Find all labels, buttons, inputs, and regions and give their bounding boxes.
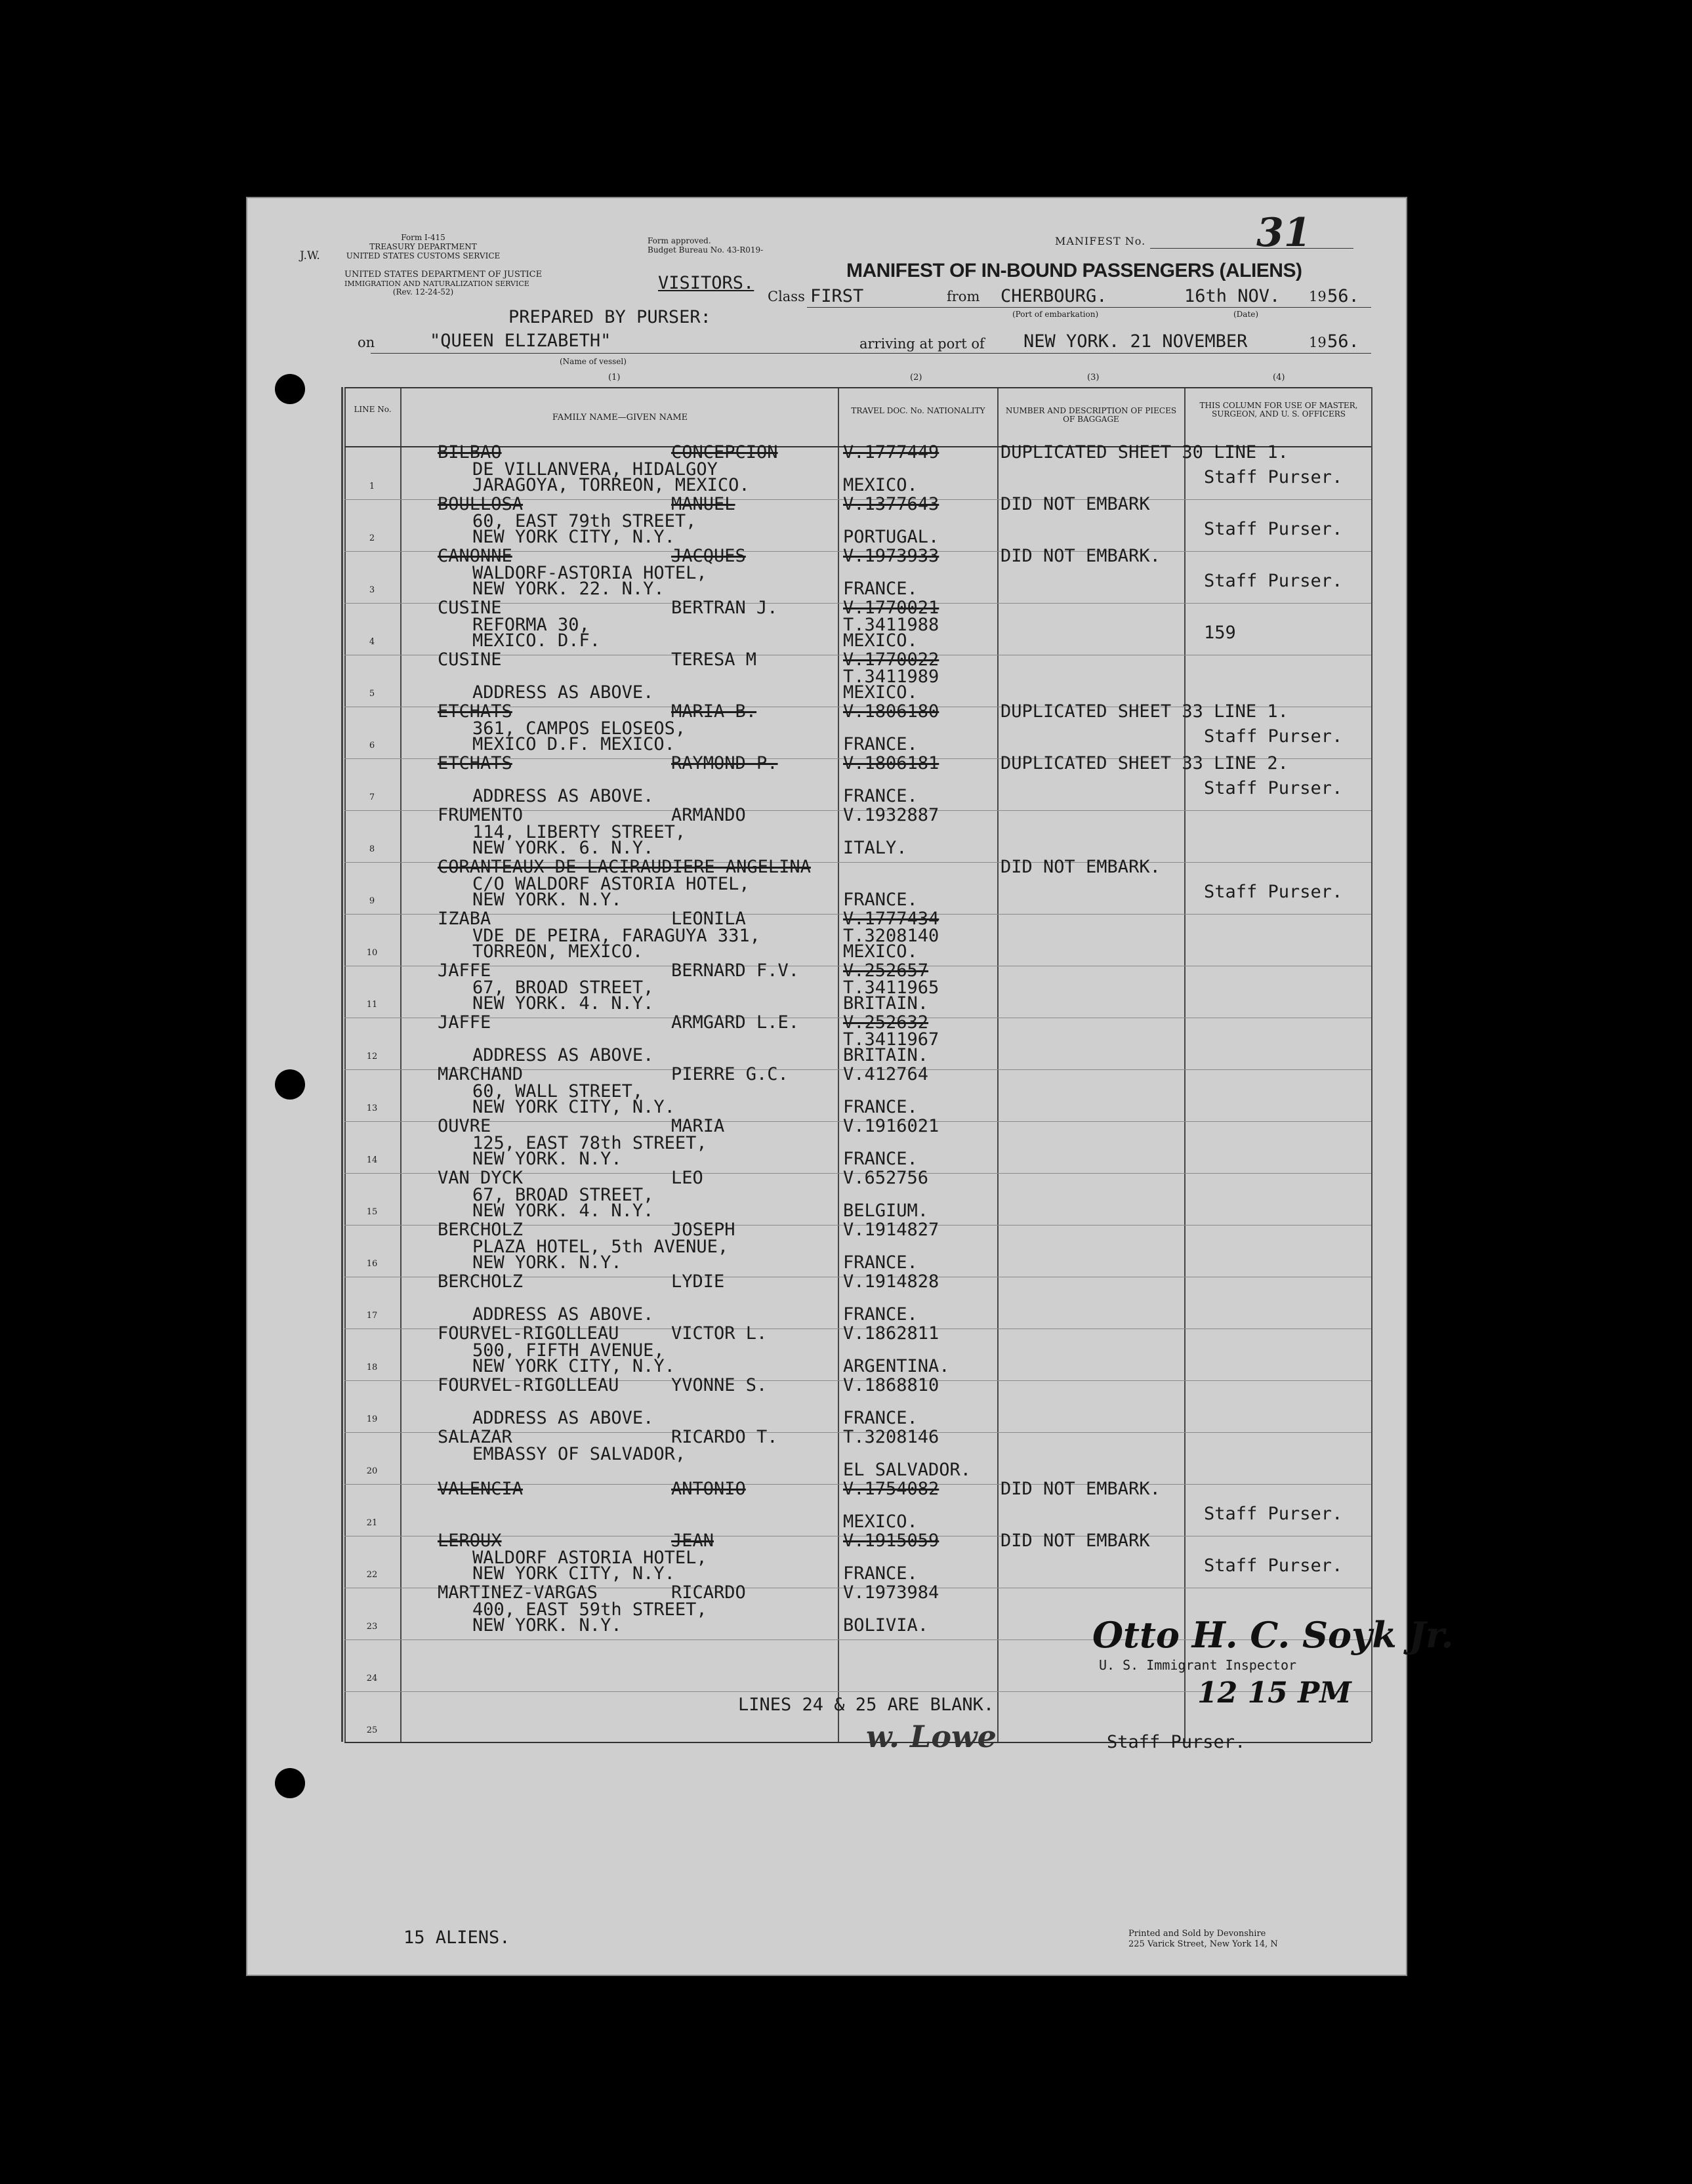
line-number: 23 <box>366 1622 378 1632</box>
header-officers: THIS COLUMN FOR USE OF MASTER, SURGEON, AND U. S. OFFICERS <box>1199 401 1358 419</box>
address-line-2: ADDRESS AS ABOVE. <box>472 1045 654 1065</box>
officer-note: Staff Purser. <box>1204 571 1343 591</box>
visitors-label: VISITORS. <box>658 273 754 293</box>
travel-doc-no-2: T.3411989 <box>843 667 939 687</box>
nationality: FRANCE. <box>843 734 918 754</box>
baggage-note: DUPLICATED SHEET 33 LINE 2. <box>1001 753 1289 773</box>
line-number: 17 <box>366 1311 378 1321</box>
closing-staff-purser: Staff Purser. <box>1107 1732 1246 1752</box>
officer-note: Staff Purser. <box>1204 882 1343 902</box>
family-name: OUVRE <box>438 1116 491 1136</box>
family-name: ETCHATS <box>438 753 512 773</box>
nationality: FRANCE. <box>843 1252 918 1273</box>
nationality: FRANCE. <box>843 1149 918 1169</box>
printer-line-2: 225 Varick Street, New York 14, N <box>1128 1939 1278 1949</box>
baggage-note: DID NOT EMBARK. <box>1001 546 1161 566</box>
budget-bureau: Budget Bureau No. 43-R019- <box>648 245 764 255</box>
line-number: 14 <box>366 1155 378 1165</box>
given-name: LEONILA <box>671 909 746 929</box>
address-line-1: 67, BROAD STREET, <box>472 1185 654 1205</box>
customs-service: UNITED STATES CUSTOMS SERVICE <box>346 251 501 260</box>
family-name: BERCHOLZ <box>438 1220 524 1240</box>
nationality: FRANCE. <box>843 1563 918 1584</box>
prepared-by: PREPARED BY PURSER: <box>508 307 711 327</box>
header-name: FAMILY NAME—GIVEN NAME <box>552 413 688 422</box>
address-line-1: 500, FIFTH AVENUE, <box>472 1340 665 1361</box>
vessel-caption: (Name of vessel) <box>560 357 627 366</box>
line-number: 25 <box>366 1725 378 1735</box>
nationality: MEXICO. <box>843 682 918 703</box>
family-name: CUSINE <box>438 598 502 618</box>
alien-count: 15 ALIENS. <box>403 1927 510 1948</box>
line-number: 12 <box>366 1052 378 1061</box>
baggage-note: DID NOT EMBARK <box>1001 1531 1150 1551</box>
blank-lines-note: LINES 24 & 25 ARE BLANK. <box>738 1695 995 1715</box>
officer-note: Staff Purser. <box>1204 778 1343 798</box>
travel-doc-no: T.3208146 <box>843 1427 939 1447</box>
nationality: MEXICO. <box>843 941 918 962</box>
inspector-title: U. S. Immigrant Inspector <box>1099 1657 1297 1673</box>
line-number: 2 <box>369 533 375 543</box>
address-line-2: NEW YORK. N.Y. <box>472 1149 622 1169</box>
given-name: YVONNE S. <box>671 1375 768 1395</box>
family-name: CANONNE <box>438 546 512 566</box>
purser-signature: w. Lowe <box>866 1719 997 1754</box>
address-line-2: ADDRESS AS ABOVE. <box>472 786 654 806</box>
embark-year: 56. <box>1327 286 1359 306</box>
line-number: 18 <box>366 1363 378 1372</box>
given-name: MARIA <box>671 1116 725 1136</box>
family-name: CUSINE <box>438 649 502 670</box>
nationality: BRITAIN. <box>843 1045 929 1065</box>
address-line-2: MEXICO. D.F. <box>472 630 601 651</box>
officer-note: 159 <box>1204 623 1236 643</box>
family-name: VAN DYCK <box>438 1168 524 1188</box>
baggage-note: DID NOT EMBARK. <box>1001 857 1161 877</box>
family-name: VALENCIA <box>438 1479 524 1499</box>
line-number: 22 <box>366 1570 378 1580</box>
baggage-note: DUPLICATED SHEET 30 LINE 1. <box>1001 442 1289 463</box>
travel-doc-no: V.1806181 <box>843 753 939 773</box>
treasury-dept: TREASURY DEPARTMENT <box>369 242 477 251</box>
line-number: 8 <box>369 844 375 854</box>
address-line-1: REFORMA 30, <box>472 615 590 635</box>
nationality: FRANCE. <box>843 1304 918 1325</box>
line-number: 1 <box>369 482 375 491</box>
punch-hole <box>275 1768 305 1798</box>
travel-doc-no: V.1777449 <box>843 442 939 463</box>
officer-note: Staff Purser. <box>1204 467 1343 487</box>
address-line-1: 60, EAST 79th STREET, <box>472 511 697 531</box>
class-label: Class <box>768 289 805 304</box>
address-line-2: JARAGOYA, TORREON, MEXICO. <box>472 475 750 495</box>
officer-note: Staff Purser. <box>1204 1504 1343 1524</box>
travel-doc-no: V.1754082 <box>843 1479 939 1499</box>
nationality: BRITAIN. <box>843 993 929 1014</box>
form-approved: Form approved. <box>648 236 711 245</box>
family-name: IZABA <box>438 909 491 929</box>
address-line-2: NEW YORK. 22. N.Y. <box>472 579 665 599</box>
given-name: TERESA M <box>671 649 757 670</box>
arrival-year-prefix: 19 <box>1309 335 1327 350</box>
travel-doc-no: V.1862811 <box>843 1323 939 1344</box>
address-line-1: VDE DE PEIRA, FARAGUYA 331, <box>472 926 760 946</box>
address-line-1: 60, WALL STREET, <box>472 1081 644 1102</box>
nationality: FRANCE. <box>843 1097 918 1117</box>
line-number: 5 <box>369 689 375 699</box>
line-number: 21 <box>366 1518 378 1528</box>
travel-doc-no: V.252657 <box>843 960 929 981</box>
family-name: LEROUX <box>438 1531 502 1551</box>
given-name: LEO <box>671 1168 703 1188</box>
family-name: MARTINEZ-VARGAS <box>438 1582 598 1603</box>
address-line-1: 361, CAMPOS ELOSEOS, <box>472 718 686 739</box>
travel-doc-no: V.1914827 <box>843 1220 939 1240</box>
address-line-2: NEW YORK CITY, N.Y. <box>472 1356 675 1376</box>
address-line-2: ADDRESS AS ABOVE. <box>472 682 654 703</box>
given-name: RAYMOND P. <box>671 753 778 773</box>
line-number: 15 <box>366 1207 378 1217</box>
address-line-2: MEXICO D.F. MEXICO. <box>472 734 675 754</box>
travel-doc-no: V.1777434 <box>843 909 939 929</box>
family-name: CORANTEAUX DE LACIRAUDIERE ANGELINA <box>438 857 811 877</box>
travel-doc-no-2: T.3208140 <box>843 926 939 946</box>
given-name: JACQUES <box>671 546 746 566</box>
inspection-time: 12 15 PM <box>1197 1676 1352 1710</box>
punch-hole <box>275 374 305 404</box>
address-line-2: NEW YORK. N.Y. <box>472 890 622 910</box>
from-label: from <box>947 289 980 304</box>
given-name: BERNARD F.V. <box>671 960 800 981</box>
line-number: 11 <box>366 1000 378 1010</box>
address-line-2: NEW YORK CITY, N.Y. <box>472 1563 675 1584</box>
from-port: CHERBOURG. <box>1001 286 1107 306</box>
given-name: RICARDO <box>671 1582 746 1603</box>
nationality: MEXICO. <box>843 630 918 651</box>
address-line-2: NEW YORK CITY, N.Y. <box>472 527 675 547</box>
travel-doc-no: V.1973984 <box>843 1582 939 1603</box>
line-number: 10 <box>366 948 378 958</box>
nationality: MEXICO. <box>843 1512 918 1532</box>
manifest-number: 31 <box>1256 210 1311 256</box>
line-number: 20 <box>366 1466 378 1476</box>
travel-doc-no: V.1916021 <box>843 1116 939 1136</box>
address-line-2: TORREON, MEXICO. <box>472 941 644 962</box>
given-name: BERTRAN J. <box>671 598 778 618</box>
address-line-2: NEW YORK. 4. N.Y. <box>472 1201 654 1221</box>
officer-note: Staff Purser. <box>1204 1556 1343 1576</box>
form-revision: (Rev. 12-24-52) <box>392 287 454 297</box>
given-name: PIERRE G.C. <box>671 1064 789 1084</box>
given-name: JEAN <box>671 1531 714 1551</box>
travel-doc-no: V.412764 <box>843 1064 929 1084</box>
embark-date: 16th NOV. <box>1184 286 1281 306</box>
address-line-2: ADDRESS AS ABOVE. <box>472 1408 654 1428</box>
line-number: 19 <box>366 1414 378 1424</box>
line-number: 16 <box>366 1259 378 1269</box>
family-name: SALAZAR <box>438 1427 512 1447</box>
given-name: MARIA B. <box>671 701 757 722</box>
family-name: BOULLOSA <box>438 494 524 514</box>
travel-doc-no: V.1770022 <box>843 649 939 670</box>
class-value: FIRST <box>810 286 864 306</box>
travel-doc-no: V.1770021 <box>843 598 939 618</box>
col-num-4: (4) <box>1273 373 1285 382</box>
address-line-1: WALDORF-ASTORIA HOTEL, <box>472 563 707 583</box>
travel-doc-no-2: T.3411967 <box>843 1029 939 1050</box>
line-number: 9 <box>369 896 375 906</box>
family-name: BILBAO <box>438 442 502 463</box>
travel-doc-no: V.1973933 <box>843 546 939 566</box>
col-num-2: (2) <box>910 373 922 382</box>
line-number: 4 <box>369 637 375 647</box>
address-line-2: ADDRESS AS ABOVE. <box>472 1304 654 1325</box>
nationality: EL SALVADOR. <box>843 1460 972 1480</box>
baggage-note: DID NOT EMBARK <box>1001 494 1150 514</box>
nationality: BOLIVIA. <box>843 1615 929 1636</box>
address-line-1: 125, EAST 78th STREET, <box>472 1133 707 1153</box>
nationality: MEXICO. <box>843 475 918 495</box>
nationality: PORTUGAL. <box>843 527 939 547</box>
header-baggage: NUMBER AND DESCRIPTION OF PIECES OF BAGGAGE <box>1005 406 1177 424</box>
family-name: MARCHAND <box>438 1064 524 1084</box>
family-name: ETCHATS <box>438 701 512 722</box>
travel-doc-no: V.1868810 <box>843 1375 939 1395</box>
given-name: ARMANDO <box>671 805 746 825</box>
travel-doc-no: V.1932887 <box>843 805 939 825</box>
nationality: BELGIUM. <box>843 1201 929 1221</box>
given-name: VICTOR L. <box>671 1323 768 1344</box>
manifest-sheet <box>246 197 1454 1976</box>
family-name: FOURVEL-RIGOLLEAU <box>438 1323 619 1344</box>
inspector-signature: Otto H. C. Soyk Jr. <box>1092 1614 1454 1656</box>
travel-doc-no: V.652756 <box>843 1168 929 1188</box>
given-name: ARMGARD L.E. <box>671 1012 800 1033</box>
travel-doc-no: V.1915059 <box>843 1531 939 1551</box>
on-label: on <box>358 335 375 350</box>
address-line-1: 114, LIBERTY STREET, <box>472 822 686 842</box>
family-name: BERCHOLZ <box>438 1271 524 1292</box>
address-line-2: NEW YORK. N.Y. <box>472 1615 622 1636</box>
officer-note: Staff Purser. <box>1204 726 1343 747</box>
address-line-1: C/O WALDORF ASTORIA HOTEL, <box>472 874 750 894</box>
line-number: 3 <box>369 585 375 595</box>
address-line-2: NEW YORK. 4. N.Y. <box>472 993 654 1014</box>
manifest-no-label: MANIFEST No. <box>1055 235 1146 247</box>
nationality: FRANCE. <box>843 786 918 806</box>
baggage-note: DUPLICATED SHEET 33 LINE 1. <box>1001 701 1289 722</box>
family-name: JAFFE <box>438 1012 491 1033</box>
document-title: MANIFEST OF IN-BOUND PASSENGERS (ALIENS) <box>846 260 1302 281</box>
given-name: LYDIE <box>671 1271 725 1292</box>
family-name: JAFFE <box>438 960 491 981</box>
year-prefix: 19 <box>1309 289 1327 304</box>
line-number: 6 <box>369 741 375 751</box>
address-line-1: EMBASSY OF SALVADOR, <box>472 1444 686 1464</box>
address-line-2: NEW YORK. N.Y. <box>472 1252 622 1273</box>
arriving-label: arriving at port of <box>859 336 985 352</box>
travel-doc-no-2: T.3411965 <box>843 978 939 998</box>
travel-doc-no: V.1806180 <box>843 701 939 722</box>
address-line-1: 400, EAST 59th STREET, <box>472 1599 707 1620</box>
line-number: 7 <box>369 793 375 802</box>
col-num-3: (3) <box>1087 373 1100 382</box>
nationality: FRANCE. <box>843 579 918 599</box>
travel-doc-no: V.1377643 <box>843 494 939 514</box>
col-num-1: (1) <box>608 373 621 382</box>
nationality: FRANCE. <box>843 890 918 910</box>
family-name: FOURVEL-RIGOLLEAU <box>438 1375 619 1395</box>
printer-line-1: Printed and Sold by Devonshire <box>1128 1929 1266 1939</box>
given-name: CONCEPCION <box>671 442 778 463</box>
ins-service: IMMIGRATION AND NATURALIZATION SERVICE <box>344 279 529 288</box>
address-line-1: 67, BROAD STREET, <box>472 978 654 998</box>
given-name: JOSEPH <box>671 1220 735 1240</box>
address-line-1: DE VILLANVERA, HIDALGOY <box>472 459 718 480</box>
travel-doc-no: V.252632 <box>843 1012 929 1033</box>
line-number: 13 <box>366 1103 378 1113</box>
header-travel-doc: TRAVEL DOC. No. NATIONALITY <box>851 406 985 415</box>
baggage-note: DID NOT EMBARK. <box>1001 1479 1161 1499</box>
given-name: RICARDO T. <box>671 1427 778 1447</box>
address-line-2: NEW YORK. 6. N.Y. <box>472 838 654 858</box>
date-caption: (Date) <box>1233 310 1259 319</box>
given-name: ANTONIO <box>671 1479 746 1499</box>
nationality: FRANCE. <box>843 1408 918 1428</box>
travel-doc-no: V.1914828 <box>843 1271 939 1292</box>
arrival-port: NEW YORK. 21 NOVEMBER <box>1023 331 1248 352</box>
vessel-name: "QUEEN ELIZABETH" <box>430 331 611 351</box>
justice-dept: UNITED STATES DEPARTMENT OF JUSTICE <box>344 270 543 279</box>
port-caption: (Port of embarkation) <box>1012 310 1099 319</box>
nationality: ITALY. <box>843 838 907 858</box>
family-name: FRUMENTO <box>438 805 524 825</box>
header-line-no: LINE No. <box>354 405 392 414</box>
officer-note: Staff Purser. <box>1204 519 1343 539</box>
line-number: 24 <box>366 1674 378 1683</box>
arrival-year: 56. <box>1327 331 1359 352</box>
clerk-initials: J.W. <box>300 249 320 262</box>
form-number: Form I-415 <box>401 233 445 242</box>
address-line-2: NEW YORK CITY, N.Y. <box>472 1097 675 1117</box>
address-line-1: PLAZA HOTEL, 5th AVENUE, <box>472 1237 729 1257</box>
punch-hole <box>275 1069 305 1100</box>
address-line-1: WALDORF ASTORIA HOTEL, <box>472 1548 707 1568</box>
nationality: ARGENTINA. <box>843 1356 950 1376</box>
travel-doc-no-2: T.3411988 <box>843 615 939 635</box>
given-name: MANUEL <box>671 494 735 514</box>
